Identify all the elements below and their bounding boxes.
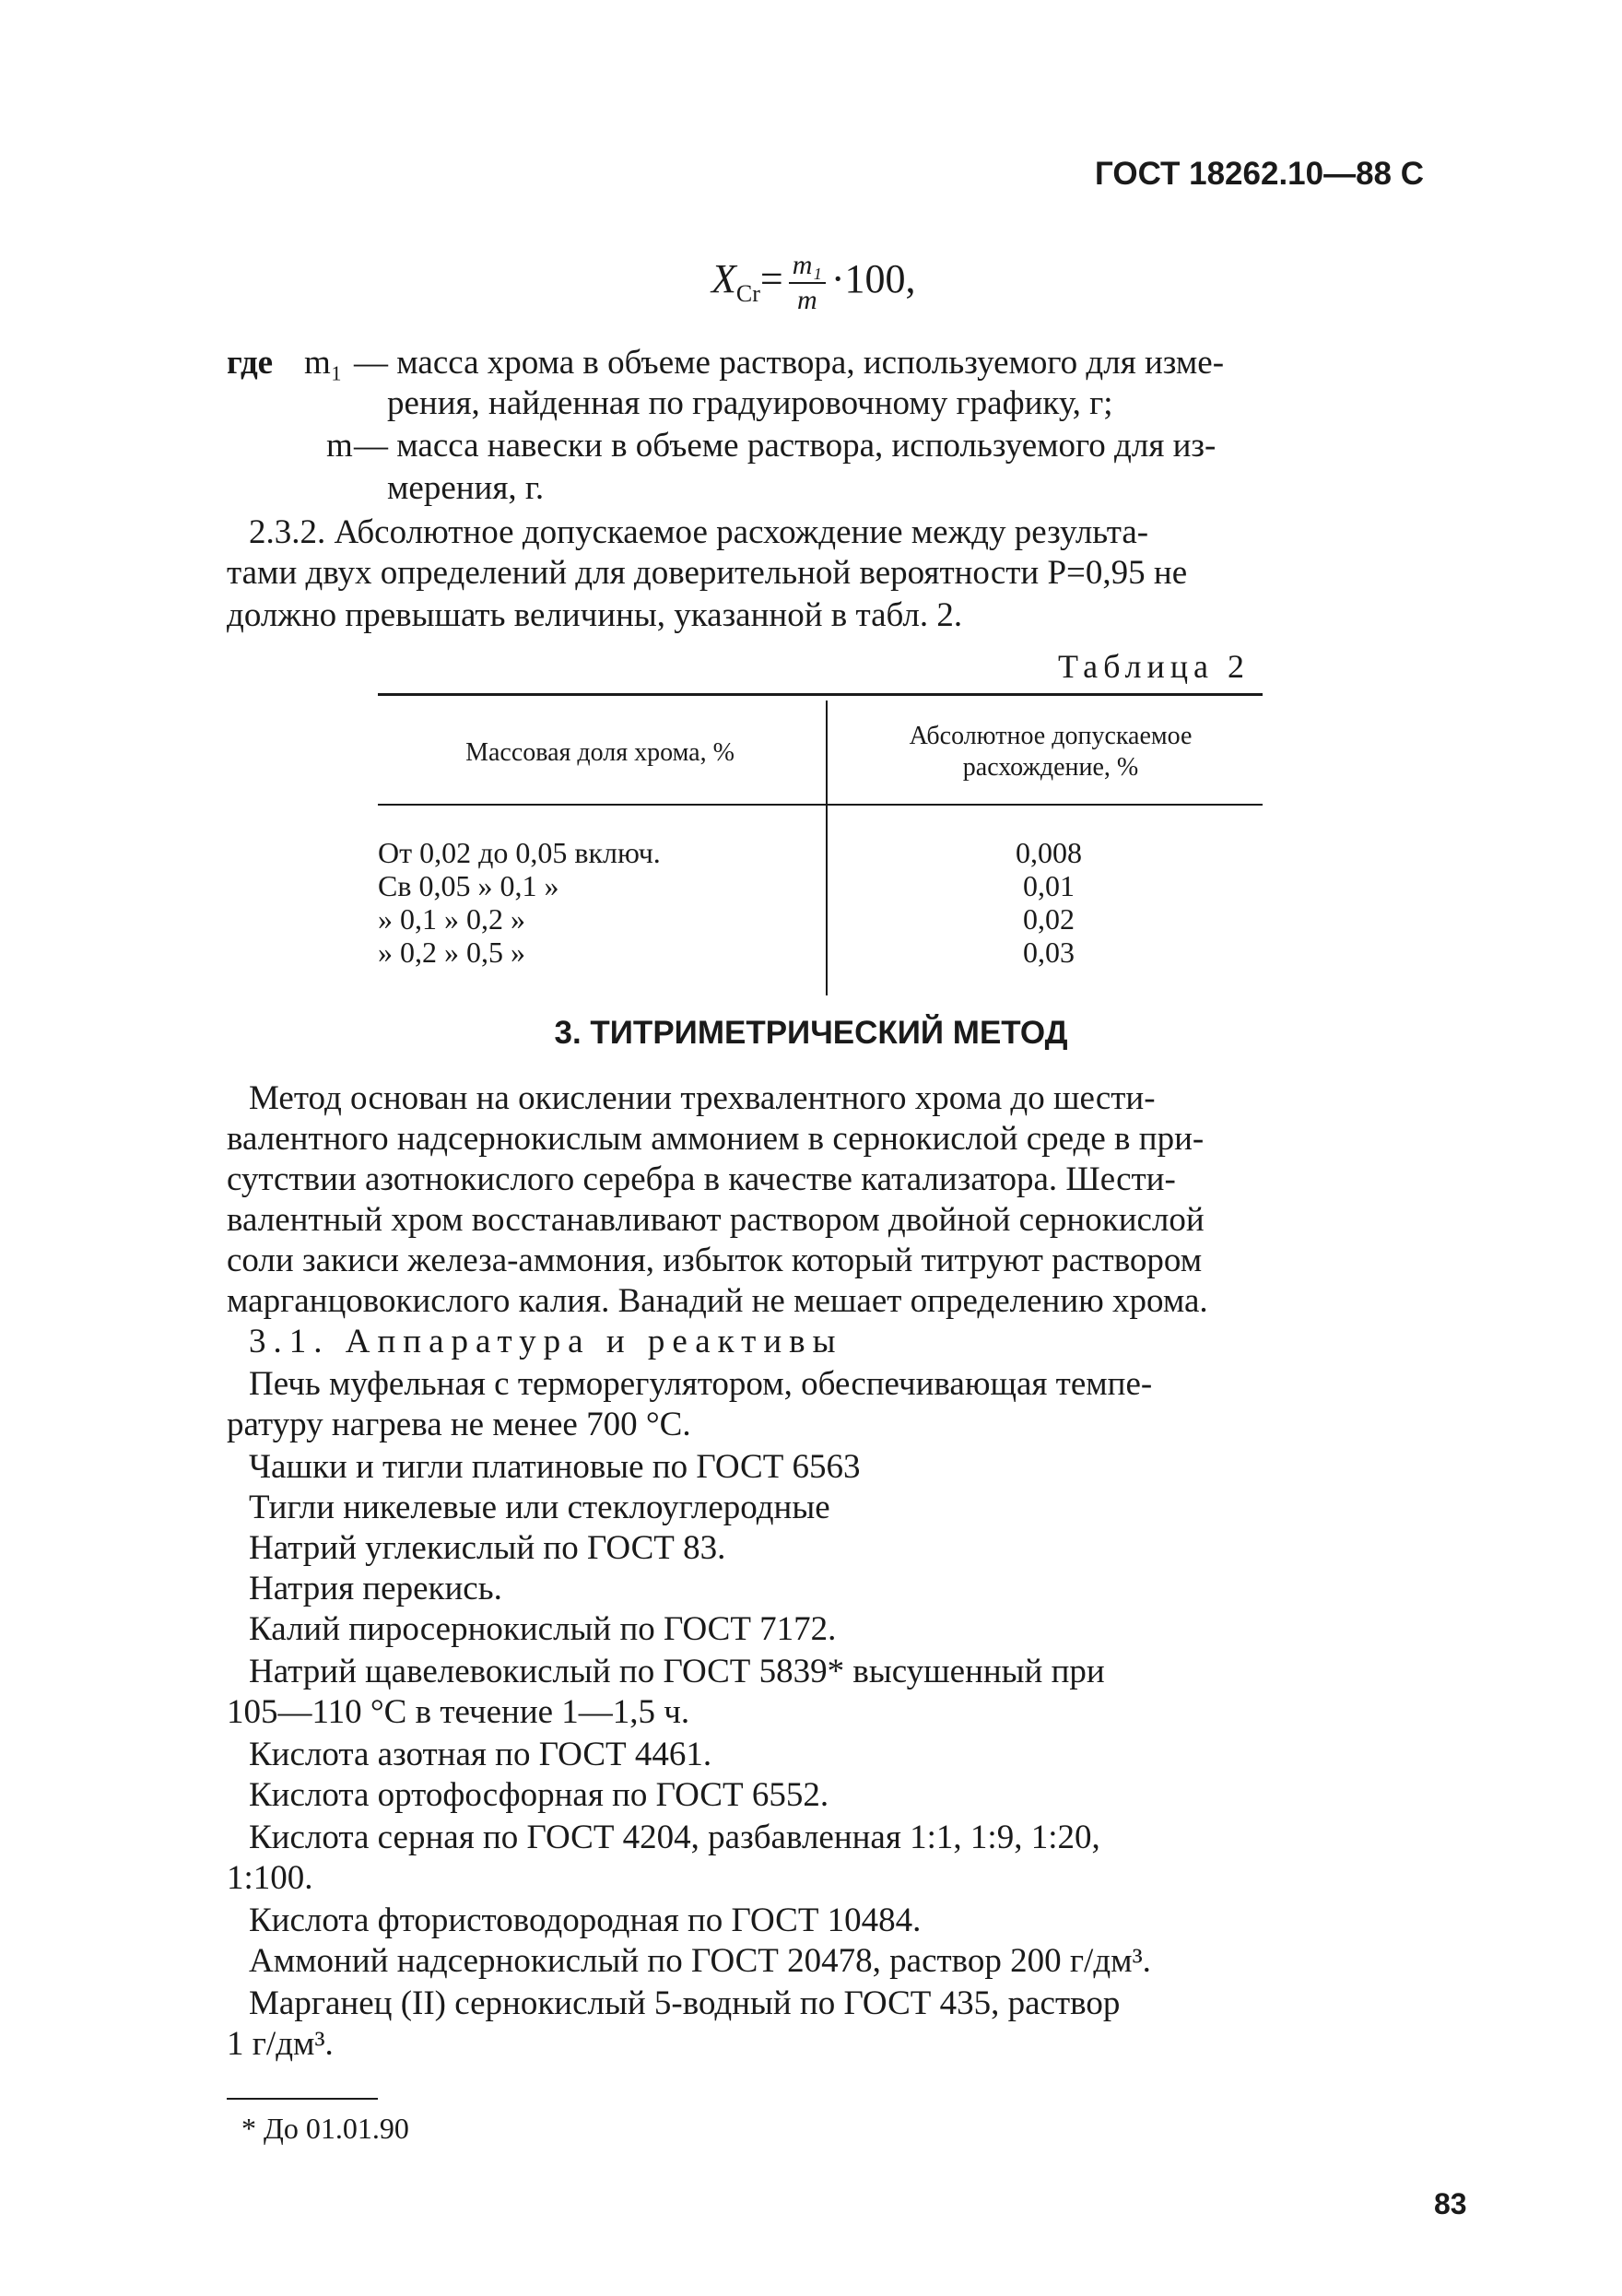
paragraph-line: марганцовокислого калия. Ванадий не мешает определению хрома. [227, 1282, 1208, 1320]
reagent-line: Кислота фтористоводородная по ГОСТ 10484. [249, 1902, 922, 1939]
paragraph-line: Метод основан на окислении трехвалентного хрома до шести- [249, 1079, 1156, 1117]
table-cell-value: 0,01 [1023, 869, 1075, 902]
reagent-line: Кислота серная по ГОСТ 4204, разбавленная 1:1, 1:9, 1:20, [249, 1819, 1100, 1856]
table-cell-value: 0,03 [1023, 936, 1075, 969]
reagent-line: Чашки и тигли платиновые по ГОСТ 6563 [249, 1448, 861, 1486]
table-cell-value: 0,02 [1023, 902, 1075, 936]
paragraph-line: должно превышать величины, указанной в табл. 2. [227, 596, 963, 634]
reagent-line: Печь муфельная с терморегулятором, обеспечивающая темпе- [249, 1365, 1153, 1403]
reagent-line: Натрия перекись. [249, 1570, 502, 1607]
page-number: 83 [1434, 2187, 1467, 2220]
definition-line: — масса хрома в объеме раствора, используемого для изме- [354, 344, 1225, 382]
table-column-divider [826, 701, 828, 995]
paragraph-line: тами двух определений для доверительной вероятности P=0,95 не [227, 554, 1188, 592]
reagent-line: Кислота азотная по ГОСТ 4461. [249, 1736, 712, 1773]
paragraph-line: валентный хром восстанавливают раствором двойной сернокислой [227, 1201, 1205, 1239]
table-cell-range: » 0,1 » 0,2 » [378, 902, 525, 936]
formula [711, 249, 915, 317]
reagent-line: ратуру нагрева не менее 700 °С. [227, 1406, 691, 1443]
reagent-line: Марганец (II) сернокислый 5-водный по ГОСТ 435, раствор [249, 1984, 1121, 2022]
reagent-line: Кислота ортофосфорная по ГОСТ 6552. [249, 1776, 829, 1814]
formula-fraction [789, 249, 826, 317]
reagent-line: 105—110 °С в течение 1—1,5 ч. [227, 1693, 690, 1731]
reagent-line: 1:100. [227, 1859, 313, 1897]
reagent-line: 1 г/дм³. [227, 2025, 334, 2063]
definition-line: мерения, г. [387, 469, 545, 507]
formula-numerator: m₁ [789, 249, 826, 284]
table-header-tolerance: Абсолютное допускаемое расхождение, % [909, 722, 1193, 782]
footnote: * До 01.01.90 [241, 2112, 409, 2145]
section-title: 3. ТИТРИМЕТРИЧЕСКИЙ МЕТОД [554, 1015, 1068, 1051]
formula-lhs-subscript: Cr [735, 279, 760, 307]
table-cell-range: » 0,2 » 0,5 » [378, 936, 525, 969]
definition-symbol: m₁ [304, 344, 343, 382]
table-cell-value: 0,008 [1016, 836, 1082, 869]
table-top-rule [378, 693, 1263, 696]
formula-denominator: m [796, 285, 817, 315]
formula-lhs: X [711, 256, 736, 302]
document-header-code: ГОСТ 18262.10—88 С [1095, 156, 1425, 192]
formula-tail: ·100, [830, 256, 916, 302]
definition-symbol: m [326, 427, 353, 465]
table-title: Таблица 2 [1058, 648, 1250, 685]
paragraph-line: валентного надсернокислым аммонием в сернокислой среде в при- [227, 1120, 1205, 1158]
paragraph-line: соли закиси железа-аммония, избыток который титруют раствором [227, 1242, 1203, 1279]
table-header-rule [378, 804, 1263, 806]
footnote-rule [227, 2098, 378, 2100]
table-cell-range: Св 0,05 » 0,1 » [378, 869, 559, 902]
reagent-line: Аммоний надсернокислый по ГОСТ 20478, раствор 200 г/дм³. [249, 1942, 1151, 1980]
reagent-line: Натрий углекислый по ГОСТ 83. [249, 1529, 726, 1567]
paragraph-line: сутствии азотнокислого серебра в качестве катализатора. Шести- [227, 1160, 1176, 1198]
subsection-title: 3.1. Аппаратура и реактивы [249, 1323, 843, 1360]
reagent-line: Тигли никелевые или стеклоуглеродные [249, 1489, 830, 1526]
definition-line: — масса навески в объеме раствора, используемого для из- [354, 427, 1216, 465]
reagent-line: Калий пиросернокислый по ГОСТ 7172. [249, 1610, 837, 1648]
reagent-line: Натрий щавелевокислый по ГОСТ 5839* высушенный при [249, 1653, 1105, 1690]
definition-line: рения, найденная по градуировочному графику, г; [387, 384, 1113, 422]
where-label: где [227, 344, 274, 382]
paragraph-line: 2.3.2. Абсолютное допускаемое расхождение между результа- [249, 513, 1149, 551]
table-cell-range: От 0,02 до 0,05 включ. [378, 836, 661, 869]
formula-equals: = [759, 256, 783, 302]
table-header-mass-fraction: Массовая доля хрома, % [465, 738, 735, 767]
